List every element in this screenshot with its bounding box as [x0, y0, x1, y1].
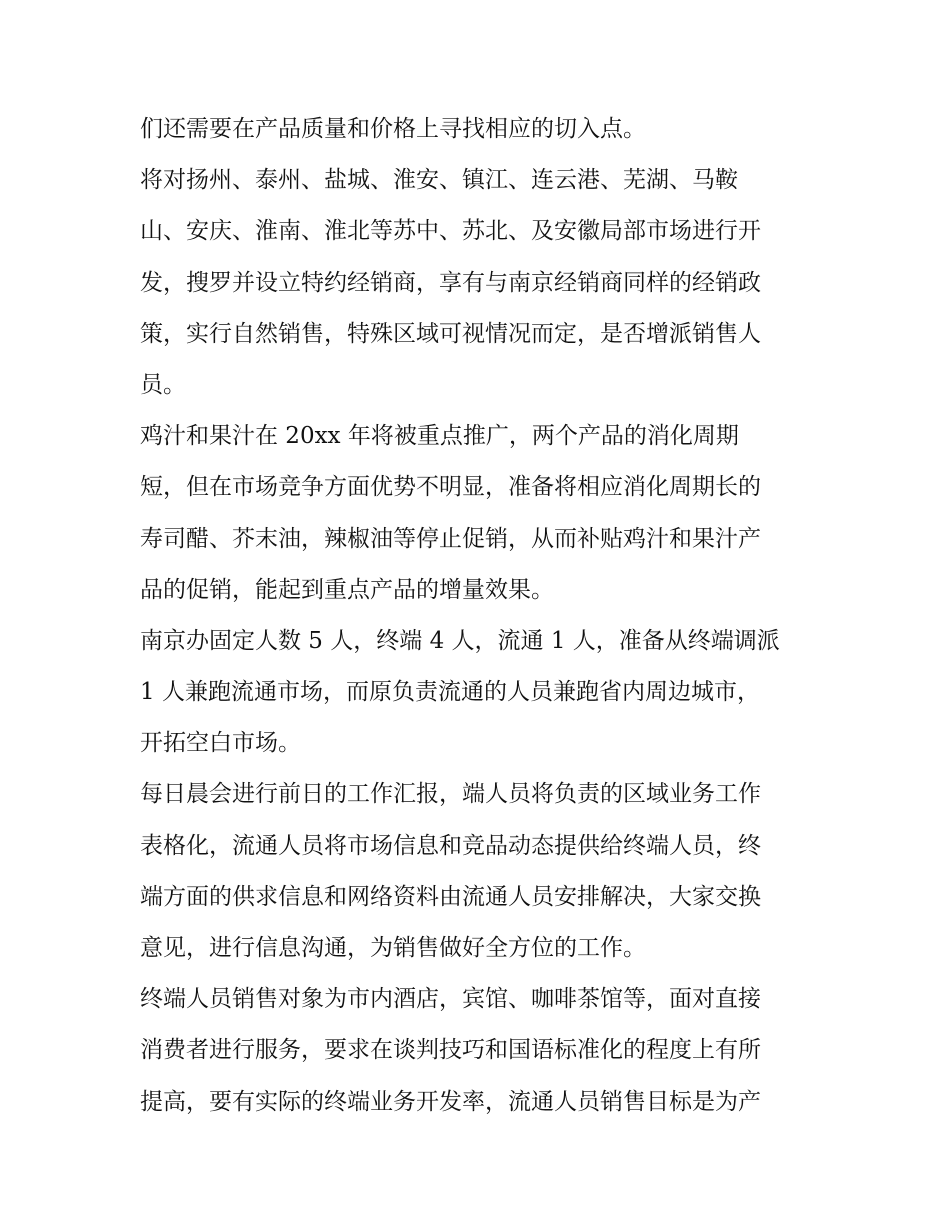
text-line: 意见，进行信息沟通，为销售做好全方位的工作。	[140, 935, 646, 961]
text-line: 消费者进行服务，要求在谈判技巧和国语标准化的程度上有所	[140, 1037, 761, 1064]
text-line: 员。	[140, 371, 186, 398]
text-line: 鸡汁和果汁在 20xx 年将被重点推广，两个产品的消化周期	[140, 423, 739, 450]
text-line: 山、安庆、淮南、淮北等苏中、苏北、及安徽局部市场进行开	[140, 218, 761, 245]
paragraph-3	[140, 411, 812, 616]
paragraph-1	[140, 104, 812, 155]
document-body	[140, 104, 812, 1128]
paragraph-5	[140, 769, 812, 974]
text-line: 1 人兼跑流通市场，而原负责流通的人员兼跑省内周边城市，	[140, 679, 760, 706]
text-line: 品的促销，能起到重点产品的增量效果。	[140, 576, 554, 603]
text-line: 们还需要在产品质量和价格上寻找相应的切入点。	[140, 116, 646, 142]
text-line: 终端人员销售对象为市内酒店，宾馆、咖啡茶馆等，面对直接	[140, 986, 761, 1013]
paragraph-2	[140, 155, 812, 411]
text-line: 表格化，流通人员将市场信息和竞品动态提供给终端人员，终	[140, 832, 761, 859]
text-line: 端方面的供求信息和网络资料由流通人员安排解决，大家交换	[140, 883, 761, 910]
text-line: 短，但在市场竞争方面优势不明显，准备将相应消化周期长的	[140, 474, 761, 501]
text-line: 每日晨会进行前日的工作汇报，端人员将负责的区域业务工作	[140, 781, 761, 808]
text-line: 南京办固定人数 5 人，终端 4 人，流通 1 人，准备从终端调派	[140, 627, 780, 654]
text-line: 提高，要有实际的终端业务开发率，流通人员销售目标是为产	[140, 1088, 761, 1115]
text-line: 策，实行自然销售，特殊区域可视情况而定，是否增派销售人	[140, 320, 761, 347]
paragraph-4	[140, 616, 812, 770]
paragraph-6	[140, 974, 812, 1128]
text-line: 开拓空白市场。	[140, 730, 301, 757]
text-line: 寿司醋、芥末油，辣椒油等停止促销，从而补贴鸡汁和果汁产	[140, 525, 761, 552]
text-line: 发，搜罗并设立特约经销商，享有与南京经销商同样的经销政	[140, 269, 761, 296]
text-line: 将对扬州、泰州、盐城、淮安、镇江、连云港、芜湖、马鞍	[140, 167, 738, 194]
